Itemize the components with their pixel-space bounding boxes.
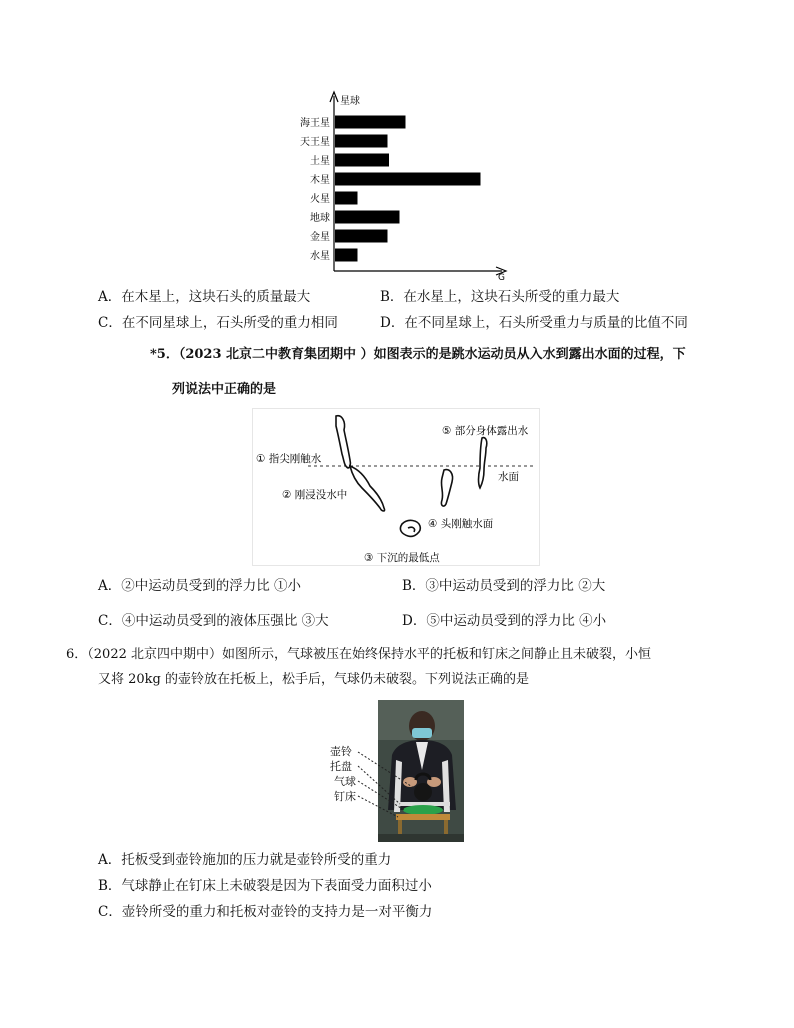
q5-option-a[interactable]: A．②中运动员受到的浮力比 ①小 [98, 578, 302, 594]
q4-option-b[interactable]: B．在水星上，这块石头所受的重力最大 [380, 289, 620, 305]
diving-process-figure [252, 408, 540, 566]
bar-0 [335, 116, 406, 129]
figure-label-4: ④ 头刚触水面 [428, 518, 494, 530]
q5-option-d[interactable]: D．⑤中运动员受到的浮力比 ④小 [402, 613, 607, 629]
q6-stem-line1: 6．（2022 北京四中期中）如图所示，气球被压在始终保持水平的托板和钉床之间静止且未破裂，小恒 [66, 647, 651, 662]
q4-option-c[interactable]: C．在不同星球上，石头所受的重力相同 [98, 315, 338, 331]
category-label-3: 木星 [310, 175, 330, 186]
bar-4 [335, 192, 358, 205]
category-label-0: 海王星 [300, 118, 330, 129]
q4-option-d[interactable]: D．在不同星球上，石头所受重力与质量的比值不同 [380, 315, 688, 331]
planet-gravity-bar-chart [270, 88, 520, 283]
q5-option-c[interactable]: C．④中运动员受到的液体压强比 ③大 [98, 613, 329, 629]
diver-3-silhouette [400, 520, 420, 536]
category-label-4: 火星 [310, 194, 330, 205]
photo-label-nail-bed: 钉床 [334, 790, 356, 803]
figure-label-3: ③ 下沉的最低点 [364, 552, 440, 564]
bar-5 [335, 211, 400, 224]
bar-6 [335, 230, 388, 243]
figure-label-water: 水面 [498, 471, 519, 483]
bar-7 [335, 249, 358, 262]
category-label-2: 土星 [310, 156, 330, 167]
category-label-6: 金星 [310, 232, 330, 243]
category-label-5: 地球 [310, 213, 330, 224]
bar-2 [335, 154, 389, 167]
y-axis-label: 星球 [340, 96, 360, 107]
photo-label-balloon: 气球 [334, 775, 356, 788]
figure-label-1: ① 指尖刚触水 [256, 453, 322, 465]
q6-option-b[interactable]: B．气球静止在钉床上未破裂是因为下表面受力面积过小 [98, 878, 432, 894]
category-label-1: 天王星 [300, 137, 330, 148]
category-label-7: 水星 [310, 251, 330, 262]
x-axis-label: G [498, 273, 505, 283]
q4-option-a[interactable]: A．在木星上，这块石头的质量最大 [98, 289, 311, 305]
q5-option-b[interactable]: B．③中运动员受到的浮力比 ②大 [402, 578, 606, 594]
q6-option-c[interactable]: C．壶铃所受的重力和托板对壶铃的支持力是一对平衡力 [98, 904, 433, 920]
kettlebell-photo-figure [330, 700, 465, 842]
figure-label-2: ② 刚浸没水中 [282, 489, 348, 501]
bar-3 [335, 173, 481, 186]
q5-stem-line1: *5．（2023 北京二中教育集团期中 ）如图表示的是跳水运动员从入水到露出水面的过程，下 [150, 347, 686, 362]
photo-label-tray: 托盘 [330, 760, 352, 773]
photo-label-kettlebell: 壶铃 [330, 745, 352, 758]
q6-stem-line2: 又将 20kg 的壶铃放在托板上，松手后，气球仍未破裂。下列说法正确的是 [98, 672, 530, 687]
q5-stem-line2: 列说法中正确的是 [172, 382, 277, 397]
figure-label-5: ⑤ 部分身体露出水 [442, 425, 529, 437]
bar-1 [335, 135, 388, 148]
q6-option-a[interactable]: A．托板受到壶铃施加的压力就是壶铃所受的重力 [98, 852, 392, 868]
